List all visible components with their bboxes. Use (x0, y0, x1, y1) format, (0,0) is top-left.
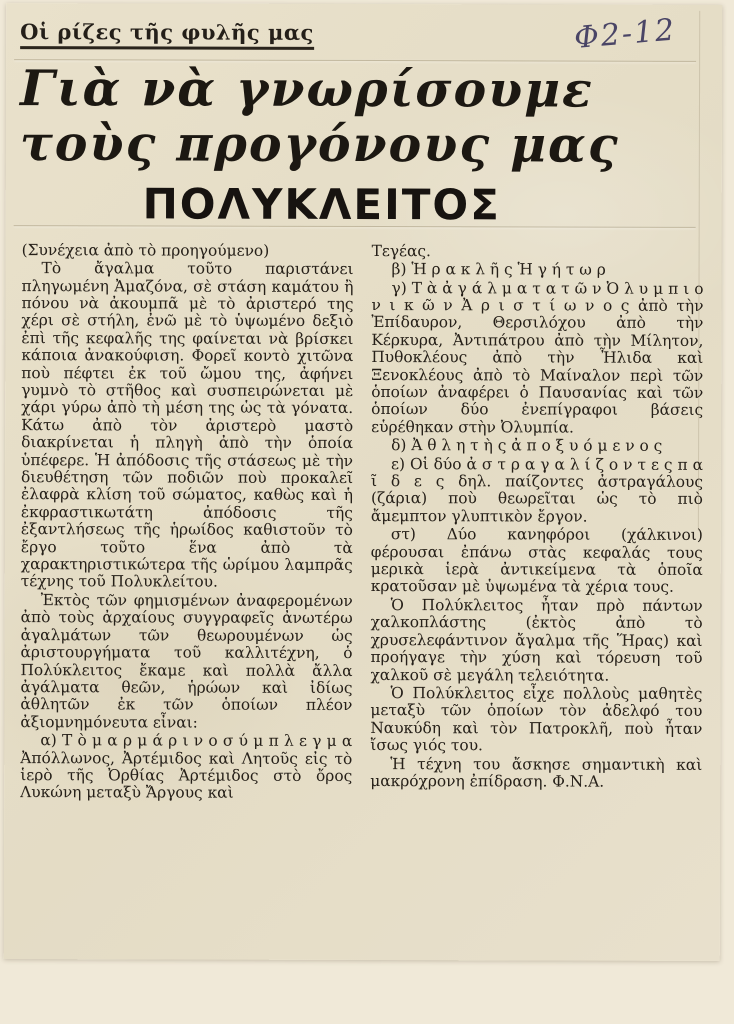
article-subtitle: ΠΟΛΥΚΛΕΙΤΟΣ (142, 179, 501, 230)
paragraph: Τὸ ἄγαλμα τοῦτο παριστάνει πληγωμένη Ἀμαζόνα, σὲ στάση καμάτου ἢ πόνου νὰ ἀκουμπᾶ μὲ τὸ ἀριστερό της χέρι σὲ στήλη, ἐνῶ μὲ τὸ ὑψωμένο δεξιὸ ἐπὶ τῆς κεφαλῆς της φαίνεται νὰ βρίσκει κάποια ἀνακούφιση. Φορεῖ κοντὸ χιτῶνα ποὺ πέφτει ἐκ τοῦ ὤμου της, ἀφήνει γυμνὸ τὸ στῆθος καὶ συσπειρώνεται μὲ χάρι γύρω ἀπὸ τὴ μέση της ὡς τὰ γόνατα. Κάτω ἀπὸ τὸν ἀριστερὸ μαστὸ διακρίνεται ἡ πληγὴ ἀπὸ τὴν ὁποία ὑπέφερε. Ἡ ἀπόδοσις τῆς στάσεως μὲ τὴν διευθέτηση τῶν ποδιῶν ποὺ προκαλεῖ ἐλαφρὰ κλίση τοῦ σώματος, καθὼς καὶ ἡ ἐκφραστικωτάτη ἀπόδοσις τῆς ἐξαντλήσεως τῆς ἡρωίδος καθιστοῦν τὸ ἔργο τοῦτο ἕνα ἀπὸ τὰ χαρακτηριστικώτερα τῆς ὡρίμου λαμπρᾶς τέχνης τοῦ Πολυκλείτου. (20, 259, 354, 592)
list-item-epsilon: ε) Οἱ δύο ἀ σ τ ρ α γ α λ ί ζ ο ν τ ε ς π α ῖ δ ε ς δηλ. παίζοντες ἀστραγάλους (ζάρια) ποὺ θεωρεῖται ὡς τὸ πιὸ ἄμεμπτον γλυπτικὸν ἔργον. (370, 454, 704, 526)
list-item-gamma: γ) Τ ὰ ἀ γ ά λ μ α τ α τ ῶ ν Ὀ λ υ μ π ι ο ν ι κ ῶ ν Ἀ ρ ι σ τ ί ω ν ο ς ἀπὸ τὴν Ἐπίδαυρον, Θερσιλόχου ἀπὸ τὴν Κέρκυρα, Ἀντιπάτρου ἀπὸ τὴν Μίλητον, Πυθοκλέους ἀπὸ τὴν Ἦλιδα καὶ Ξενοκλέους ἀπὸ τὸ Μαίναλον περὶ τῶν ὁποίων ἀναφέρει ὁ Παυσανίας καὶ τῶν ὁποίων δύο ἐνεπίγραφοι βάσεις εὑρέθηκαν στὴν Ὀλυμπία. (371, 278, 704, 437)
list-item-stigma: στ) Δύο κανηφόροι (χάλκινοι) φέρουσαι ἐπάνω στὰς κεφαλάς τους μερικὰ ἱερὰ ἀντικείμενα τὰ ὁποῖα κρατοῦσαν μὲ ὑψωμένα τὰ χέρια τους. (370, 525, 703, 597)
list-item-delta: δ) Ἀ θ λ η τ ὴ ς ἀ π ο ξ υ ό μ ε ν ο ς (391, 436, 663, 456)
paragraph-closing: Ἡ τέχνη του ἄσκησε σημαντικὴ καὶ μακρόχρονη ἐπίδραση. Φ.Ν.Α. (370, 754, 703, 791)
paragraph: Ἐκτὸς τῶν φημισμένων ἀναφερομένων ἀπὸ τοὺς ἀρχαίους συγγραφεῖς ἀνωτέρω ἀγαλμάτων τῶν θεωρουμένων ὡς ἀριστουργήματα τοῦ καλλιτέχνη, ὁ Πολύκλειτος ἔκαμε καὶ πολλὰ ἄλλα ἀγάλματα θεῶν, ἡρώων καὶ ἰδίως ἀθλητῶν ἐκ τῶν ὁποίων πλέον ἀξιομνημόνευτα εἶναι: (20, 591, 353, 732)
article-title-line-2: τοὺς προγόνους μας (19, 113, 620, 174)
paragraph-continuation: Τεγέας. (371, 241, 431, 260)
paragraph: Ὁ Πολύκλειτος ἦταν πρὸ πάντων χαλκοπλάστης (ἐκτὸς ἀπὸ τὸ χρυσελεφάντινον ἄγαλμα τῆς Ἥρας) καὶ προήγαγε τὴν χύση καὶ τόρευση τοῦ χαλκοῦ σὲ μεγάλη τελειότητα. (370, 595, 703, 685)
list-item-beta: β) Ἡ ρ α κ λ ῆ ς Ἡ γ ή τ ω ρ (391, 260, 606, 279)
article-title (20, 61, 712, 173)
article-body (4, 232, 721, 805)
section-kicker: Οἱ ρίζες τῆς φυλῆς μας (20, 19, 314, 50)
left-column (20, 242, 353, 804)
newspaper-clipping (4, 3, 723, 961)
continuation-note: (Συνέχεια ἀπὸ τὸ προηγούμενο) (21, 240, 270, 260)
paragraph: Ὁ Πολύκλειτος εἶχε πολλοὺς μαθητὲς μεταξὺ τῶν ὁποίων τὸν ἀδελφό του Ναυκύδη καὶ τὸν Πατροκλῆ, ποὺ ἦταν ἴσως γιός του. (370, 683, 703, 755)
list-item-alpha: α) Τ ὸ μ α ρ μ ά ρ ι ν ο σ ύ μ π λ ε γ μ α Ἀπόλλωνος, Ἀρτέμιδος καὶ Λητοῦς εἰς τὸ ἱερὸ τῆς Ὀρθίας Ἀρτέμιδος στὸ ὄρος Λυκώνη μεταξὺ Ἄργους καὶ (20, 731, 353, 803)
handwritten-annotation: Φ2-12 (572, 12, 678, 56)
right-column (370, 243, 703, 805)
article-title-line-1: Γιὰ νὰ γνωρίσουμε (19, 59, 594, 119)
